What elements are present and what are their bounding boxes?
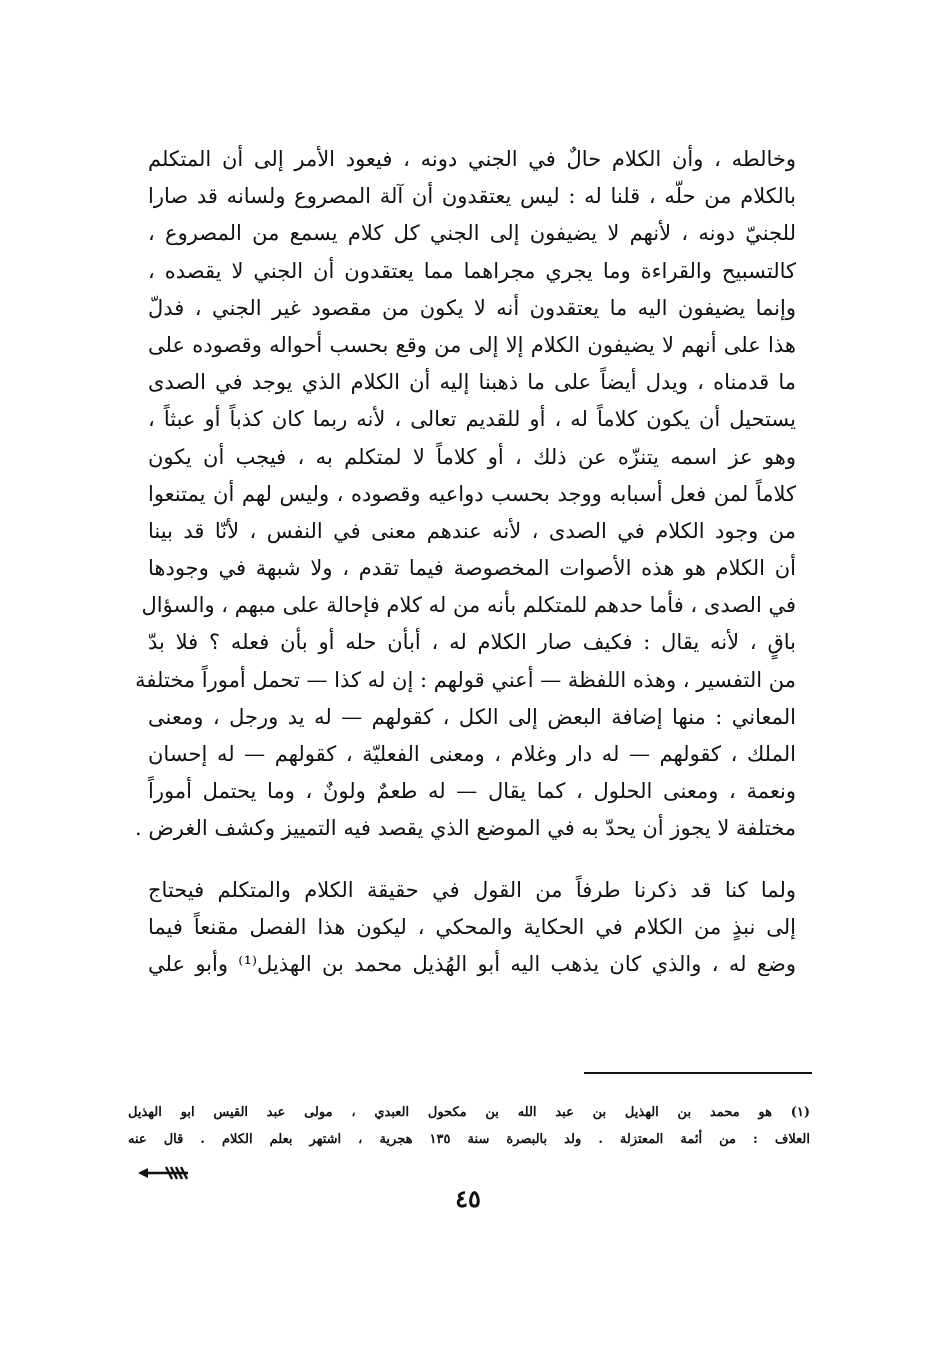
paragraph-2 — [148, 872, 796, 984]
text-line: الملك ، كقولهم — له دار وغلام ، ومعنى الفعليّة ، كقولهم — له إحسان — [148, 742, 796, 766]
text-line: ما قدمناه ، ويدل أيضاً على ما ذهبنا إليه أن الكلام الذي يوجد في الصدى — [148, 370, 796, 395]
text-line: وهو عز اسمه يتنزّه عن ذلك ، أو كلاماً لا لمتكلم به ، فيجب أن يكون — [148, 444, 796, 469]
footnote-line: (١) هو محمد بن الهذيل بن عبد الله بن مكحول العبدي ، مولى عبد القيس ابو الهذيل — [128, 1105, 810, 1120]
footnote-separator — [584, 1072, 812, 1074]
footnote — [128, 1099, 810, 1153]
text-line: المعاني : منها إضافة البعض إلى الكل ، كقولهم — له يد ورجل ، ومعنى — [148, 704, 796, 729]
text-line: ولما كنا قد ذكرنا طرفاً من القول في حقيقة الكلام والمتكلم فيحتاج — [148, 877, 796, 902]
continuation-arrow-icon — [136, 1166, 190, 1180]
text-line: هذا على أنهم لا يضيفون الكلام إلا إلى من وقع بحسب أحواله وقصوده على — [148, 332, 796, 357]
text-line: وضع له ، والذي كان يذهب اليه أبو الهُذيل محمد بن الهذيل⁽¹⁾ وأبو علي — [148, 951, 796, 976]
text-line: إلى نبذٍ من الكلام في الحكاية والمحكي ، ليكون هذا الفصل مقنعاً فيما — [148, 914, 796, 939]
text-line: من وجود الكلام في الصدى ، لأنه عندهم معنى في النفس ، لأنّا قد بينا — [148, 518, 796, 543]
text-line: أن الكلام هو هذه الأصوات المخصوصة فيما تقدم ، ولا شبهة في وجودها — [148, 556, 796, 581]
text-line: مختلفة لا يجوز أن يحدّ به في الموضع الذي يقصد فيه التمييز وكشف الغرض . — [135, 816, 796, 841]
paragraph-1 — [135, 141, 796, 848]
text-line: يستحيل أن يكون كلاماً له ، أو للقديم تعالى ، لأنه ربما كان كذباً أو عبثاً ، — [148, 407, 796, 432]
text-line: للجنيّ دونه ، لأنهم لا يضيفون إلى الجني كل كلام يسمع من المصروع ، — [148, 221, 796, 246]
text-line: كلاماً لمن فعل أسبابه ووجد بحسب دواعيه وقصوده ، وليس لهم أن يمتنعوا — [148, 481, 796, 506]
text-line: وخالطه ، وأن الكلام حالٌ في الجني دونه ، فيعود الأمر إلى أن المتكلم — [148, 147, 796, 171]
text-line: من التفسير ، وهذه اللفظة — أعني قولهم : إن له كذا — تحمل أموراً مختلفة — [135, 667, 796, 692]
main-text — [135, 141, 796, 983]
page-number: ٤٥ — [455, 1184, 481, 1213]
paragraph-gap — [148, 848, 796, 872]
text-line: في الصدى ، فأما حدهم للمتكلم بأنه من له كلام فإحالة على مبهم ، والسؤال — [141, 593, 796, 618]
text-line: ونعمة ، ومعنى الحلول ، كما يقال — له طعمٌ ولونٌ ، وما يحتمل أموراً — [148, 779, 796, 804]
text-line: كالتسبيح والقراءة وما يجري مجراهما مما يعتقدون أن الجني لا يقصده ، — [148, 258, 796, 283]
footnote-line: العلاف : من أئمة المعتزلة . ولد بالبصرة سنة ١٣٥ هجرية ، اشتهر بعلم الكلام . قال عنه — [128, 1132, 811, 1147]
text-line: باقٍ ، لأنه يقال : فكيف صار الكلام له ، أبأن حله أو بأن فعله ؟ فلا بدّ — [148, 630, 796, 655]
text-line: وإنما يضيفون اليه ما يعتقدون أنه لا يكون من مقصود غير الجني ، فدلّ — [148, 295, 796, 320]
text-line: بالكلام من حلّه ، قلنا له : ليس يعتقدون أن آلة المصروع ولسانه قد صارا — [148, 184, 796, 209]
